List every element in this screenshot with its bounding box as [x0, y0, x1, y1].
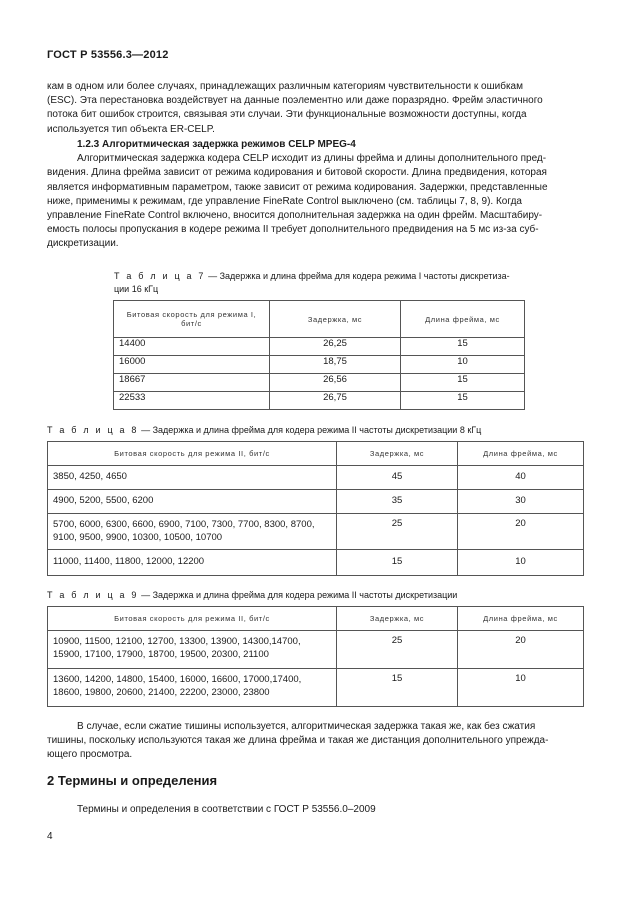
table7-caption-text: — Задержка и длина фрейма для кодера режима I частоты дискретиза-	[205, 271, 510, 281]
table7-header-delay: Задержка, мс	[270, 301, 401, 338]
intro-line: потока бит ошибок строится, связывая эти случаи. Эти функциональные возможности доступны, когда	[47, 109, 527, 121]
table-row	[48, 514, 584, 550]
table9-caption	[47, 589, 587, 602]
table-cell: 25	[337, 631, 458, 669]
table-cell: 10	[458, 669, 584, 707]
table-row	[114, 338, 525, 356]
table-cell: 20	[458, 514, 584, 550]
table-cell: 20	[458, 631, 584, 669]
silence-line: тишины, поскольку используются такая же длина фрейма и такая же дистанция дополнительного упрежда-	[47, 735, 549, 747]
table-cell: 5700, 6000, 6300, 6600, 6900, 7100, 7300, 7700, 8300, 8700, 9100, 9500, 9900, 10300, 10500, 10700	[48, 514, 337, 550]
table-cell: 10900, 11500, 12100, 12700, 13300, 13900, 14300,14700, 15900, 17100, 17900, 18700, 19500, 20300, 21100	[48, 631, 337, 669]
table8-caption	[47, 424, 587, 437]
table-cell: 18,75	[270, 356, 401, 374]
table8-header-delay: Задержка, мс	[337, 442, 458, 466]
table-row	[48, 550, 584, 576]
body-line: управление FineRate Control включено, вносится дополнительная задержка на один фрейм. Масштабиру-	[47, 210, 543, 222]
intro-line: используется тип объекта ER-CELP.	[47, 123, 215, 135]
table-row	[48, 669, 584, 707]
table-cell: 15	[401, 392, 525, 410]
intro-line: кам в одном или более случаях, принадлежащих различным категориям чувствительности к ошибкам	[47, 81, 523, 92]
table-cell: 35	[337, 490, 458, 514]
document-header: ГОСТ Р 53556.3—2012	[47, 49, 169, 61]
table-cell: 22533	[114, 392, 270, 410]
body-line: дискретизации.	[47, 238, 119, 250]
table8-caption-label: Т а б л и ц а 8	[47, 425, 139, 435]
table7-caption-text-2: ции 16 кГц	[114, 284, 159, 294]
body-line: емость полосы пропускания в кодере режима II требует дополнительного предвидения на 5 мс из-за суб-	[47, 224, 539, 236]
section2-heading: 2 Термины и определения	[47, 773, 218, 788]
table-cell: 11000, 11400, 11800, 12000, 12200	[48, 550, 337, 576]
table8-header-frame: Длина фрейма, мс	[458, 442, 584, 466]
table-cell: 25	[337, 514, 458, 550]
table7-caption-label: Т а б л и ц а 7	[114, 271, 206, 281]
silence-line: В случае, если сжатие тишины используется, алгоритмическая задержка такая же, как без сжатия	[77, 721, 536, 732]
table-cell: 4900, 5200, 5500, 6200	[48, 490, 337, 514]
table-cell: 26,56	[270, 374, 401, 392]
section2-text: Термины и определения в соответствии с ГОСТ Р 53556.0–2009	[77, 804, 376, 815]
table8-caption-text: — Задержка и длина фрейма для кодера режима II частоты дискретизации 8 кГц	[138, 425, 482, 435]
table-cell: 15	[337, 669, 458, 707]
table-cell: 15	[401, 338, 525, 356]
body-line: ниже, применимы к режимам, где управление FineRate Control выключено (см. таблицы 7, 8, 9). Когда	[47, 195, 522, 207]
table-cell: 16000	[114, 356, 270, 374]
table-cell: 45	[337, 466, 458, 490]
table9-header-bitrate: Битовая скорость для режима II, бит/с	[48, 607, 337, 631]
silence-line: ющего просмотра.	[47, 749, 133, 761]
body-line: является информативным параметром, также зависит от режима кодирования. Задержки, представленные	[47, 181, 548, 193]
table-cell: 26,25	[270, 338, 401, 356]
table-cell: 3850, 4250, 4650	[48, 466, 337, 490]
table-row	[48, 466, 584, 490]
intro-line: (ESC). Эта перестановка воздействует на данные поэлементно или даже поразрядно. Фрейм эластичного	[47, 95, 543, 107]
table-cell: 14400	[114, 338, 270, 356]
table9-header-frame: Длина фрейма, мс	[458, 607, 584, 631]
table-cell: 15	[401, 374, 525, 392]
delay-section	[47, 138, 584, 252]
table-row	[114, 392, 525, 410]
section-heading: 1.2.3 Алгоритмическая задержка режимов CELP MPEG-4	[77, 139, 356, 150]
table8-header-bitrate: Битовая скорость для режима II, бит/с	[48, 442, 337, 466]
body-line: Алгоритмическая задержка кодера CELP исходит из длины фрейма и длины дополнительного пред-	[77, 153, 547, 165]
table-row	[48, 631, 584, 669]
body-line: видения. Длина фрейма зависит от режима кодирования и битовой скорости. Длина предвидения, которая	[47, 167, 547, 179]
intro-paragraph	[47, 80, 584, 137]
table-row	[114, 356, 525, 374]
table-cell: 30	[458, 490, 584, 514]
table9-header-delay: Задержка, мс	[337, 607, 458, 631]
table9-caption-label: Т а б л и ц а 9	[47, 590, 139, 600]
table-cell: 26,75	[270, 392, 401, 410]
table7-caption	[114, 270, 534, 296]
table-8	[47, 441, 584, 576]
table-cell: 13600, 14200, 14800, 15400, 16000, 16600, 17000,17400, 18600, 19800, 20600, 21400, 22200, 23000, 23800	[48, 669, 337, 707]
table-cell: 10	[458, 550, 584, 576]
silence-paragraph	[47, 720, 584, 763]
table-cell: 10	[401, 356, 525, 374]
table-row	[114, 374, 525, 392]
table9-caption-text: — Задержка и длина фрейма для кодера режима II частоты дискретизации	[138, 590, 458, 600]
table7-header-bitrate: Битовая скорость для режима I, бит/с	[114, 301, 270, 338]
table-cell: 15	[337, 550, 458, 576]
table-9	[47, 606, 584, 707]
table-cell: 18667	[114, 374, 270, 392]
table7-header-frame: Длина фрейма, мс	[401, 301, 525, 338]
page-number: 4	[47, 831, 53, 842]
table-7	[113, 300, 525, 410]
table-row	[48, 490, 584, 514]
table-cell: 40	[458, 466, 584, 490]
